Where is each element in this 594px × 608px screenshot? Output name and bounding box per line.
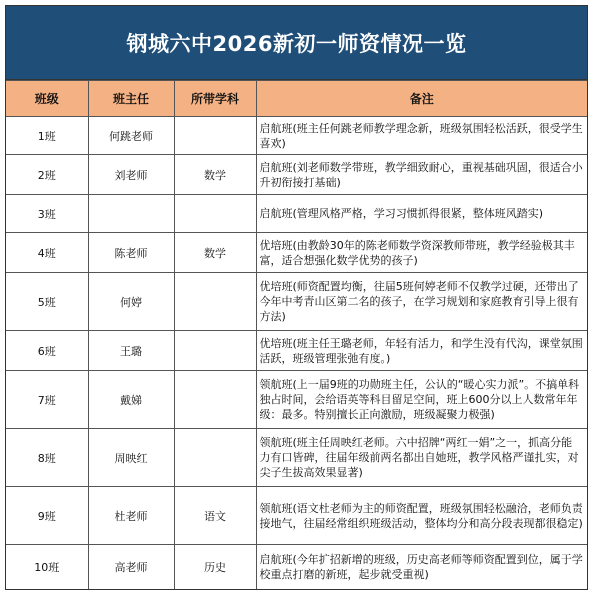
- cell-teacher: [88, 195, 174, 233]
- cell-teacher: 刘老师: [88, 155, 174, 195]
- cell-note: 启航班(刘老师数学带班，教学细致耐心，重视基础巩固，很适合小升初衔接打基础): [256, 155, 587, 195]
- cell-subject: [174, 117, 256, 155]
- cell-teacher: 陈老师: [88, 233, 174, 273]
- cell-class: 1班: [6, 117, 88, 155]
- table-row: [6, 195, 587, 233]
- cell-class: 3班: [6, 195, 88, 233]
- cell-subject: 数学: [174, 233, 256, 273]
- table-row: [6, 273, 587, 331]
- cell-teacher: 高老师: [88, 545, 174, 589]
- cell-class: 7班: [6, 371, 88, 429]
- cell-note: 优培班(师资配置均衡，往届5班何婷老师不仅教学过硬，还带出了今年中考青山区第二名的孩子，在学习规划和家庭教育引导上很有方法): [256, 273, 587, 331]
- cell-class: 9班: [6, 487, 88, 545]
- cell-teacher: 戴娣: [88, 371, 174, 429]
- cell-note: 优培班(由教龄30年的陈老师数学资深教师带班，教学经验极其丰富，适合想强化数学优势的孩子): [256, 233, 587, 273]
- cell-subject: [174, 331, 256, 371]
- cell-class: 10班: [6, 545, 88, 589]
- table-row: [6, 545, 587, 589]
- column-header-class: 班级: [6, 81, 88, 117]
- column-header-subject: 所带学科: [174, 81, 256, 117]
- table-row: [6, 233, 587, 273]
- cell-class: 4班: [6, 233, 88, 273]
- cell-subject: [174, 195, 256, 233]
- cell-subject: [174, 371, 256, 429]
- cell-subject: [174, 273, 256, 331]
- cell-teacher: 周映红: [88, 429, 174, 487]
- table-row: [6, 331, 587, 371]
- cell-note: 启航班(班主任何跳老师教学理念新，班级氛围轻松活跃，很受学生喜欢): [256, 117, 587, 155]
- cell-teacher: 王璐: [88, 331, 174, 371]
- cell-subject: [174, 429, 256, 487]
- table-header-row: [6, 81, 587, 117]
- cell-class: 2班: [6, 155, 88, 195]
- table-row: [6, 371, 587, 429]
- cell-note: 启航班(管理风格严格，学习习惯抓得很紧，整体班风踏实): [256, 195, 587, 233]
- teacher-overview-sheet: [5, 5, 588, 590]
- table-row: [6, 155, 587, 195]
- cell-teacher: 何婷: [88, 273, 174, 331]
- cell-class: 8班: [6, 429, 88, 487]
- column-header-note: 备注: [256, 81, 587, 117]
- cell-subject: 历史: [174, 545, 256, 589]
- sheet-title: 钢城六中2026新初一师资情况一览: [6, 6, 587, 80]
- teacher-table: [6, 80, 587, 589]
- cell-class: 6班: [6, 331, 88, 371]
- cell-note: 领航班(班主任周映红老师。六中招牌“两红一娟”之一，抓高分能力有口皆碑，往届年级前两名都出自她班，教学风格严谨扎实，对尖子生拔高效果显著): [256, 429, 587, 487]
- cell-teacher: 何跳老师: [88, 117, 174, 155]
- column-header-teacher: 班主任: [88, 81, 174, 117]
- cell-note: 领航班(语文杜老师为主的师资配置，班级氛围轻松融洽，老师负责接地气，往届经常组织班级活动，整体均分和高分段表现都很稳定): [256, 487, 587, 545]
- table-row: [6, 117, 587, 155]
- cell-teacher: 杜老师: [88, 487, 174, 545]
- cell-subject: 数学: [174, 155, 256, 195]
- cell-class: 5班: [6, 273, 88, 331]
- cell-note: 优培班(班主任王璐老师，年轻有活力，和学生没有代沟，课堂氛围活跃，班级管理张弛有度。): [256, 331, 587, 371]
- table-row: [6, 487, 587, 545]
- cell-note: 启航班(今年扩招新增的班级，历史高老师等师资配置到位，属于学校重点打磨的新班，起步就受重视): [256, 545, 587, 589]
- cell-note: 领航班(上一届9班的功勋班主任，公认的“暖心实力派”。不搞单科独占时间，会给语英等科目留足空间，班上600分以上人数常年年级：最多。特别擅长正向激励，班级凝聚力极强): [256, 371, 587, 429]
- table-row: [6, 429, 587, 487]
- cell-subject: 语文: [174, 487, 256, 545]
